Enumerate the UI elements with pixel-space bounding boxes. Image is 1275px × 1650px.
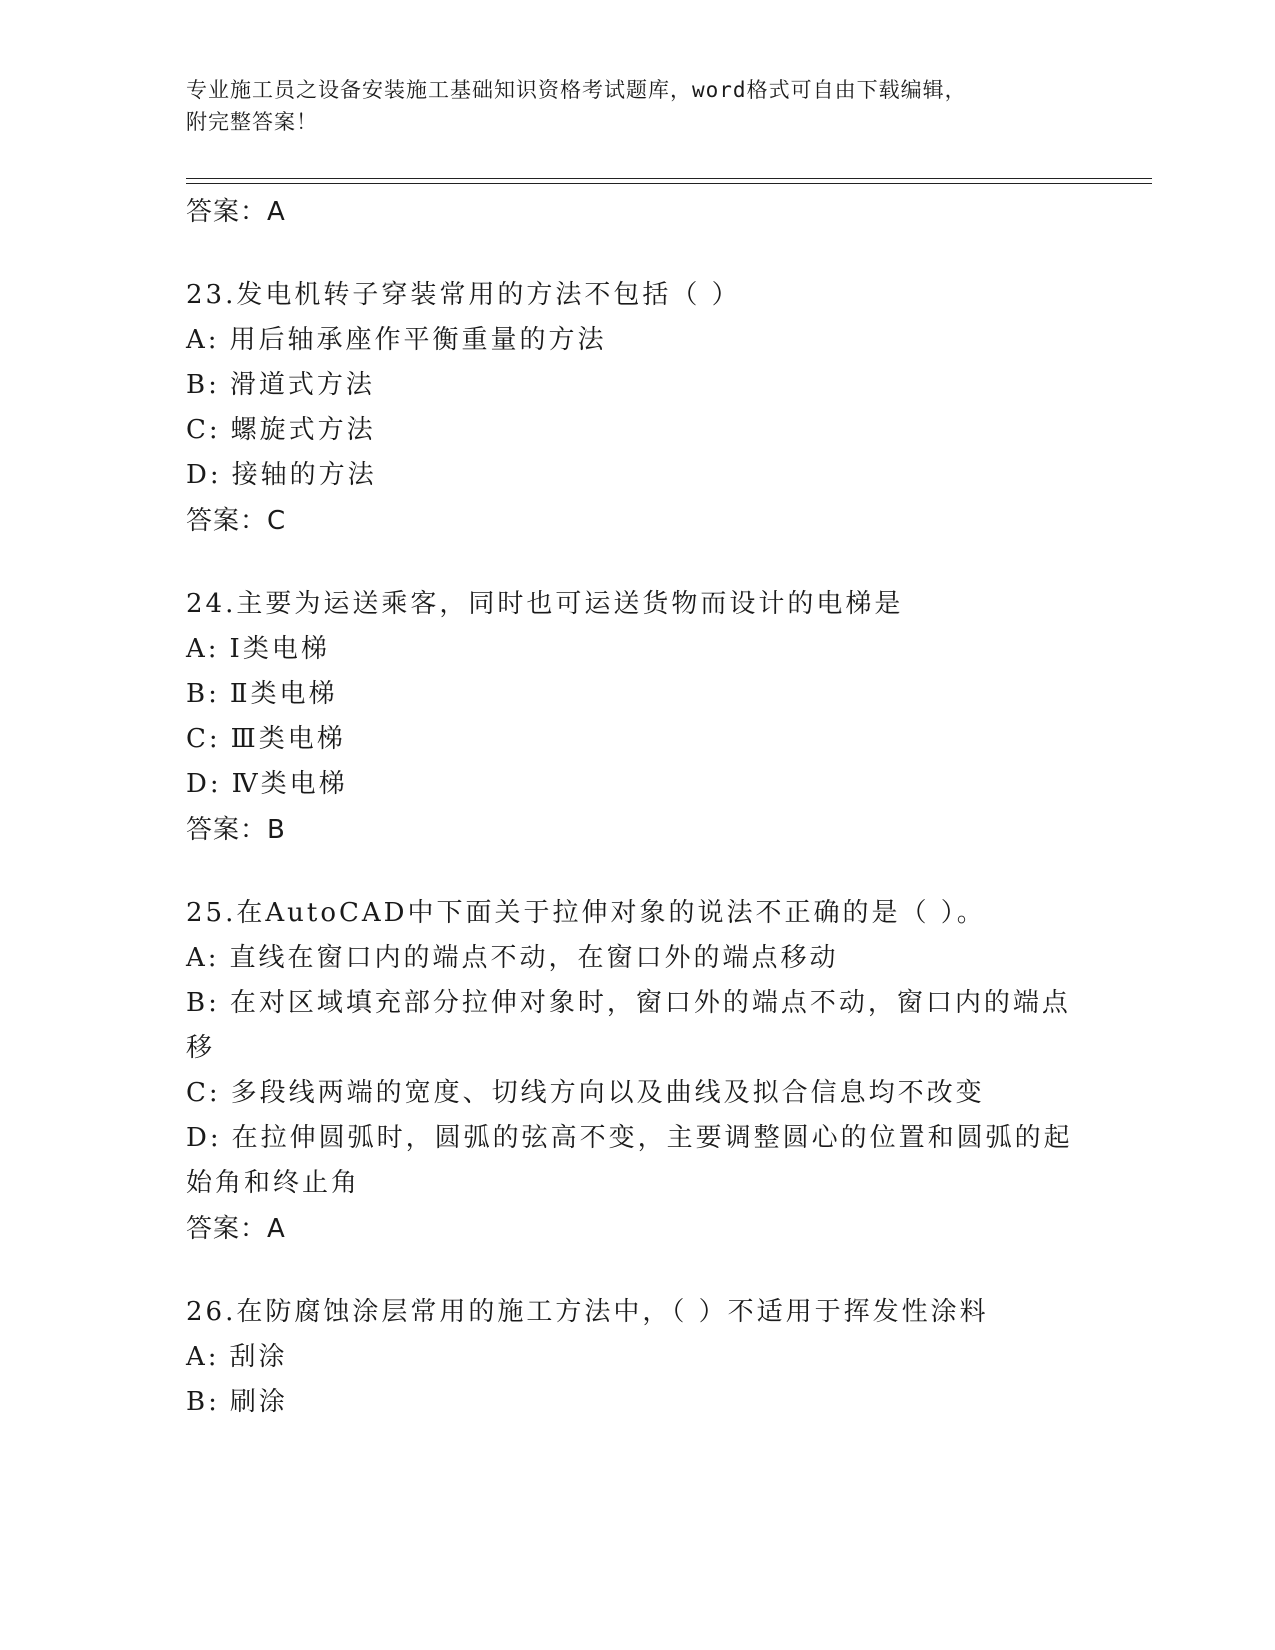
option-c: C: 多段线两端的宽度、切线方向以及曲线及拟合信息均不改变 (186, 1078, 985, 1108)
header-divider-top (186, 178, 1152, 179)
question-answer: 答案：C (186, 506, 287, 536)
question-list (186, 189, 1086, 1425)
option-a: A: 用后轴承座作平衡重量的方法 (186, 325, 607, 355)
question-item (186, 273, 1086, 544)
option-c: C: 螺旋式方法 (186, 415, 376, 445)
option-d: D: 在拉伸圆弧时，圆弧的弦高不变，主要调整圆心的位置和圆弧的起始角和终止角 (186, 1123, 1073, 1198)
option-b: B: Ⅱ类电梯 (186, 679, 338, 709)
question-stem: 25.在AutoCAD中下面关于拉伸对象的说法不正确的是（ ）。 (186, 898, 986, 928)
option-b: B: 滑道式方法 (186, 370, 375, 400)
option-a: A: 直线在窗口内的端点不动，在窗口外的端点移动 (186, 943, 839, 973)
document-header (186, 74, 1086, 138)
option-b: B: 在对区域填充部分拉伸对象时，窗口外的端点不动，窗口内的端点移 (186, 988, 1071, 1063)
option-c: C: Ⅲ类电梯 (186, 724, 346, 754)
header-line-1: 专业施工员之设备安装施工基础知识资格考试题库，word格式可自由下载编辑， (186, 78, 967, 102)
question-item (186, 891, 1086, 1252)
question-stem: 23.发电机转子穿装常用的方法不包括（ ） (186, 280, 741, 310)
header-line-2: 附完整答案！ (186, 110, 318, 134)
question-stem: 26.在防腐蚀涂层常用的施工方法中，（ ）不适用于挥发性涂料 (186, 1297, 989, 1327)
question-item (186, 1290, 1086, 1425)
question-answer: 答案：B (186, 815, 286, 845)
previous-answer: 答案：A (186, 197, 286, 227)
option-d: D: 接轴的方法 (186, 460, 377, 490)
option-d: D: Ⅳ类电梯 (186, 769, 348, 799)
question-answer: 答案：A (186, 1214, 286, 1244)
option-a: A: Ⅰ类电梯 (186, 634, 330, 664)
option-b: B: 刷涂 (186, 1387, 288, 1417)
question-stem: 24.主要为运送乘客，同时也可运送货物而设计的电梯是 (186, 589, 904, 619)
option-a: A: 刮涂 (186, 1342, 288, 1372)
question-item (186, 582, 1086, 853)
header-divider-bottom (186, 183, 1152, 184)
